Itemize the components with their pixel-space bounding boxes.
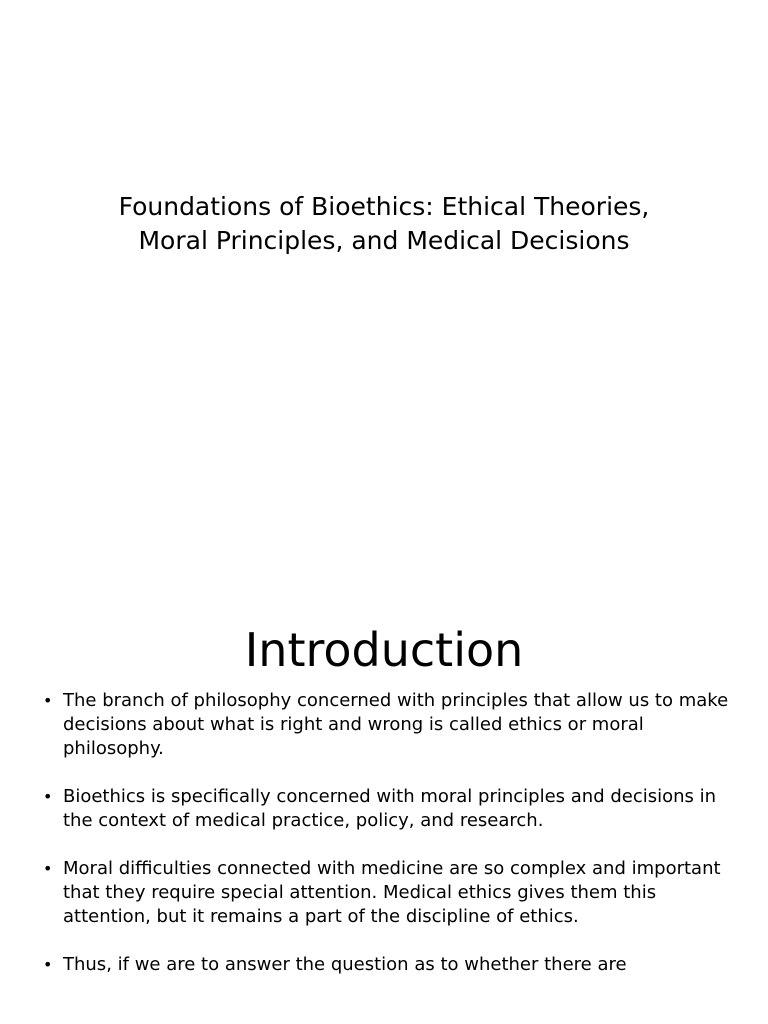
bullet-list [40,689,730,1001]
bullet-item [40,953,730,977]
bullet-glyph: • [43,955,53,974]
bullet-text: Thus, if we are to answer the question as to whether there are [63,954,627,975]
introduction-slide [0,576,768,1024]
slide-heading: Introduction [244,623,524,677]
bullet-item [40,689,730,761]
bullet-item [40,857,730,929]
slide-title-line-1: Foundations of Bioethics: Ethical Theories, [118,192,650,221]
bullet-glyph: • [43,859,53,878]
bullet-item [40,785,730,833]
slide-title-line-2: Moral Principles, and Medical Decisions [138,226,630,255]
bullet-text: The branch of philosophy concerned with principles that allow us to make decisions about what is right and wrong is called ethics or moral philosophy. [63,690,729,759]
bullet-glyph: • [43,691,53,710]
slide-title [40,190,728,258]
bullet-glyph: • [43,787,53,806]
bullet-text: Bioethics is specifically concerned with moral principles and decisions in the context of medical practice, policy, and research. [63,786,717,831]
bullet-text: Moral difficulties connected with medicine are so complex and important that they require special attention. Medical ethics gives them this attention, but it remains a part of the discipline of ethics. [63,858,721,927]
